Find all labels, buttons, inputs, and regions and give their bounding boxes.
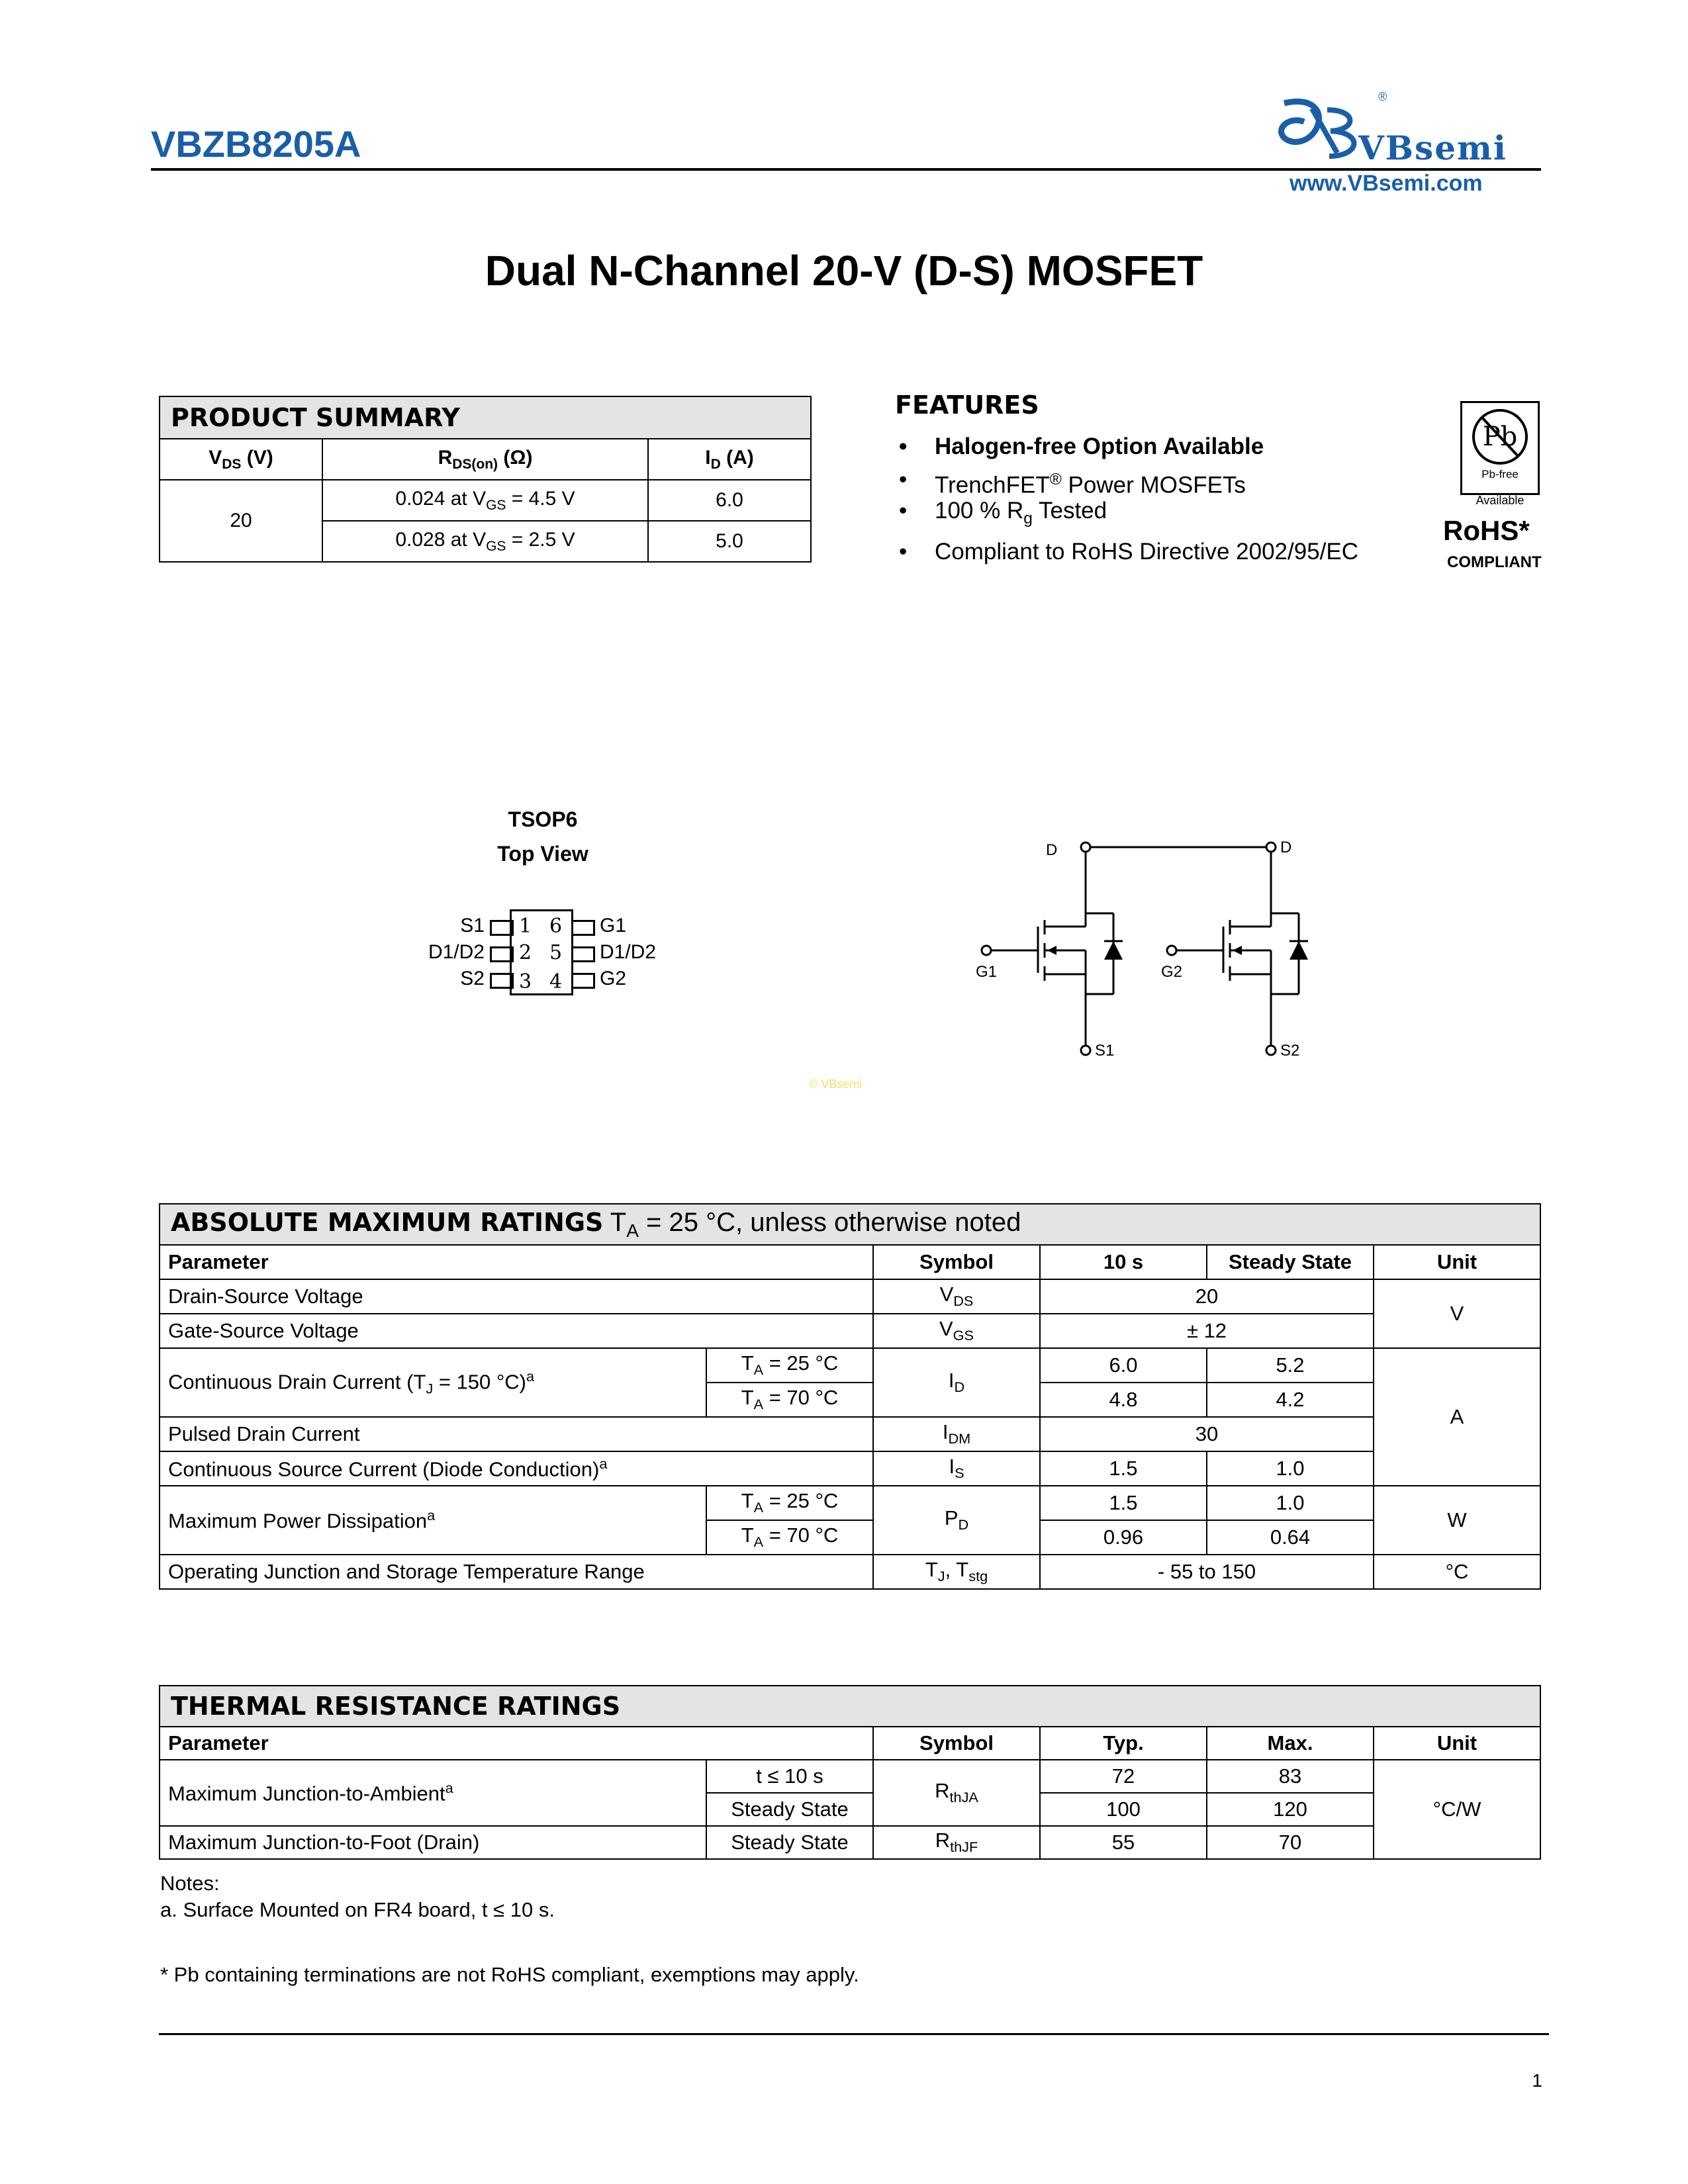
page-number: 1 [1532, 2070, 1542, 2091]
col-10s: 10 s [1040, 1245, 1207, 1279]
abs-max-heading: ABSOLUTE MAXIMUM RATINGS $T_A = 25$ °C, unless otherwise noted [160, 1204, 1540, 1245]
pin-stub [490, 946, 514, 962]
watermark: © VBsemi [809, 1077, 863, 1091]
pin-number: 2 [519, 941, 532, 964]
pin-stub [571, 920, 595, 936]
col-rds: $R_{DS(on)}$ (Ω) [322, 439, 648, 480]
part-number: VBZB8205A [151, 123, 361, 165]
dual-mosfet-schematic [966, 827, 1337, 1066]
rds-row-2: 0.028 at $V_{GS} = 2.5$ V [322, 521, 648, 562]
thermal-resistance-table [159, 1685, 1541, 1860]
col-symbol: Symbol [873, 1245, 1040, 1279]
pin-label-right: G2 [600, 968, 627, 989]
pin-number: 5 [549, 941, 563, 964]
pin-number: 3 [519, 970, 532, 993]
arrow-icon [1047, 946, 1056, 955]
col-typ: Typ. [1040, 1727, 1207, 1760]
note-a: a. Surface Mounted on FR4 board, t ≤ 10 s. [160, 1898, 555, 1921]
pin-stub [571, 973, 595, 989]
feature-item: • Halogen-free Option Available [899, 433, 1264, 459]
registered-mark: ® [1378, 90, 1387, 103]
available-label: Available [1476, 494, 1524, 507]
feature-item: • Compliant to RoHS Directive 2002/95/EC [899, 538, 1359, 565]
col-id: $I_D$ (A) [648, 439, 811, 480]
document-title: Dual N-Channel 20-V (D-S) MOSFET [485, 247, 1203, 295]
col-parameter: Parameter [160, 1727, 873, 1760]
pb-free-badge [1460, 401, 1540, 495]
pin-number: 1 [519, 915, 532, 938]
features-heading: FEATURES [895, 390, 1039, 420]
table-row: $T_A = 70$ °C 0.96 0.64 [160, 1520, 1540, 1555]
id-row-1: 6.0 [648, 480, 811, 521]
product-summary-heading: PRODUCT SUMMARY [160, 396, 811, 439]
notes [160, 1870, 555, 1923]
features-list [899, 430, 1358, 569]
col-parameter: Parameter [160, 1245, 873, 1279]
rds-row-1: 0.024 at $V_{GS} = 4.5$ V [322, 480, 648, 521]
feature-item: • TrenchFET® Power MOSFETs [899, 467, 1246, 498]
id-row-2: 5.0 [648, 521, 811, 562]
table-row: Maximum Junction-to-Foot (Drain) Steady State $R_{thJF}$ 55 70 [160, 1826, 1540, 1859]
product-summary-table [159, 396, 812, 563]
col-steady-state: Steady State [1207, 1245, 1374, 1279]
arrow-icon [1233, 946, 1242, 955]
notes-heading: Notes: [160, 1872, 220, 1895]
drain-label: D [1046, 841, 1058, 859]
package-name: TSOP6 [508, 807, 578, 831]
table-row: Maximum Power Dissipation$^a$ $T_A = 25$ °C $P_D$ 1.5 1.0 W [160, 1486, 1540, 1520]
rohs-label: RoHS* [1443, 515, 1530, 546]
pb-free-label: Pb-free [1481, 468, 1519, 480]
table-row: Maximum Junction-to-Ambient$^a$ t ≤ 10 s $R_{thJA}$ 72 83 °C/W [160, 1760, 1540, 1793]
col-symbol: Symbol [873, 1727, 1040, 1760]
package-view: Top View [497, 842, 588, 866]
table-row: Continuous Source Current (Diode Conduction)$^a$ $I_S$ 1.5 1.0 [160, 1451, 1540, 1486]
diode-icon [1104, 941, 1123, 960]
pin-stub [490, 920, 514, 936]
table-row: Operating Junction and Storage Temperature Range $T_J$, $T_{stg}$ - 55 to 150 °C [160, 1555, 1540, 1589]
table-row: $T_A = 70$ °C 4.8 4.2 [160, 1383, 1540, 1417]
col-unit: Unit [1374, 1245, 1540, 1279]
table-row: Gate-Source Voltage $V_{GS}$ ± 12 [160, 1314, 1540, 1348]
pin-stub [490, 973, 514, 989]
table-row: Pulsed Drain Current $I_{DM}$ 30 [160, 1417, 1540, 1451]
source-label: S1 [1095, 1042, 1115, 1060]
pb-footnote: * Pb containing terminations are not RoHS compliant, exemptions may apply. [160, 1963, 859, 1986]
diode-icon [1289, 941, 1308, 960]
source-label: S2 [1280, 1042, 1300, 1060]
table-row: Steady State 100 120 [160, 1793, 1540, 1826]
pin-number: 4 [549, 970, 563, 993]
table-row: Drain-Source Voltage $V_{DS}$ 20 V [160, 1279, 1540, 1314]
absolute-max-ratings-table [159, 1203, 1541, 1590]
drain-label: D [1280, 839, 1292, 856]
vds-value: 20 [160, 480, 322, 562]
pin-label-left: S1 [460, 915, 485, 936]
pin-stub [571, 946, 595, 962]
pin-label-right: G1 [600, 915, 627, 936]
gate-label: G1 [976, 963, 998, 981]
col-unit: Unit [1374, 1727, 1540, 1760]
footer-rule [159, 2033, 1549, 2035]
table-row: Continuous Drain Current ($T_J = 150$ °C)$^a$ $T_A = 25$ °C $I_D$ 6.0 5.2 A [160, 1348, 1540, 1383]
thermal-heading: THERMAL RESISTANCE RATINGS [160, 1686, 1540, 1727]
vbsemi-logo-icon [1264, 90, 1364, 164]
website-url[interactable]: www.VBsemi.com [1289, 171, 1483, 196]
pin-label-right: D1/D2 [600, 941, 657, 963]
pb-symbol: Pb [1482, 422, 1518, 452]
col-max: Max. [1207, 1727, 1374, 1760]
brand-name: VBsemi [1358, 128, 1507, 167]
col-vds: $V_{DS}$ (V) [160, 439, 322, 480]
pb-free-icon [1470, 407, 1530, 467]
compliant-label: COMPLIANT [1447, 553, 1542, 571]
pin-number: 6 [549, 915, 563, 938]
pin-label-left: S2 [460, 968, 485, 989]
gate-label: G2 [1161, 963, 1183, 981]
feature-item: • 100 % $R_g$ Tested [899, 497, 1107, 527]
pin-label-left: D1/D2 [428, 941, 485, 963]
